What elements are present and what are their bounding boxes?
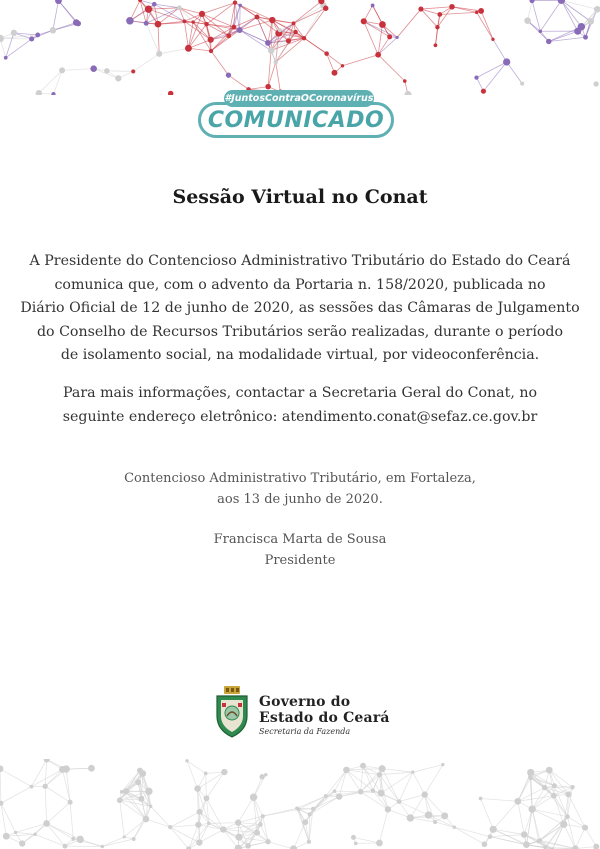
network-node — [341, 64, 344, 67]
place-date-line: Contencioso Administrativo Tributário, em Fortaleza, — [124, 471, 476, 486]
contact-paragraph — [20, 382, 580, 429]
network-node — [265, 40, 271, 46]
paragraph-line: Para mais informações, contactar a Secretaria Geral do Conat, no — [62, 385, 538, 401]
network-link — [107, 71, 133, 72]
network-link — [45, 759, 47, 786]
network-node — [323, 6, 328, 11]
network-node — [11, 30, 17, 36]
network-node — [123, 788, 129, 794]
network-node — [149, 805, 152, 808]
network-node — [324, 794, 328, 798]
network-link — [326, 770, 347, 796]
network-decoration-bottom — [0, 759, 600, 849]
network-node — [177, 5, 182, 10]
network-node — [207, 822, 210, 825]
announcement-paragraph — [20, 250, 580, 368]
network-node — [523, 841, 530, 848]
network-node — [387, 34, 392, 39]
network-link — [146, 23, 159, 54]
network-node — [490, 826, 497, 833]
network-node — [336, 793, 342, 799]
network-node — [385, 806, 391, 812]
network-node — [583, 35, 588, 40]
network-node — [30, 785, 34, 789]
network-node — [379, 765, 386, 772]
network-node — [204, 22, 209, 27]
network-link — [70, 802, 73, 839]
network-link — [53, 70, 62, 94]
network-link — [120, 800, 125, 837]
network-node — [403, 79, 407, 83]
network-node — [437, 12, 442, 17]
network-link — [294, 6, 324, 24]
network-link — [477, 62, 507, 78]
network-node — [478, 8, 484, 14]
network-node — [407, 814, 414, 821]
network-node — [135, 779, 141, 785]
network-node — [14, 831, 17, 834]
network-node — [71, 837, 75, 841]
network-node — [593, 844, 599, 849]
network-link — [585, 828, 596, 847]
network-node — [565, 791, 571, 797]
network-link — [518, 801, 524, 834]
network-node — [433, 820, 437, 824]
network-link — [564, 824, 576, 848]
network-node — [90, 65, 97, 72]
network-node — [520, 82, 524, 86]
network-node — [376, 840, 383, 847]
network-link — [481, 798, 518, 801]
network-node — [264, 773, 267, 776]
network-link — [206, 773, 207, 798]
network-node — [209, 49, 213, 53]
network-link — [240, 5, 241, 30]
network-link — [507, 62, 522, 84]
network-link — [397, 9, 421, 37]
network-node — [295, 807, 299, 811]
network-node — [226, 72, 231, 77]
network-link — [47, 802, 70, 823]
network-link — [124, 819, 146, 837]
network-link — [561, 0, 590, 21]
comunicado-label: COMUNICADO — [198, 102, 394, 138]
network-link — [209, 823, 238, 824]
network-link — [493, 801, 518, 829]
network-link — [39, 70, 62, 93]
network-decoration-top — [0, 0, 600, 95]
paragraph-line: de isolamento social, na modalidade virtual, por videoconferência. — [60, 347, 540, 363]
network-link — [16, 832, 36, 834]
network-node — [226, 33, 231, 38]
network-link — [532, 809, 539, 841]
network-node — [235, 819, 241, 825]
network-node — [62, 844, 67, 849]
network-node — [479, 797, 483, 801]
network-node — [434, 43, 438, 47]
network-node — [220, 826, 226, 832]
network-node — [475, 11, 478, 14]
network-link — [268, 842, 294, 849]
paragraph-line: Diário Oficial de 12 de junho de 2020, as sessões das Câmaras de Julgamento — [20, 300, 580, 316]
network-node — [75, 21, 81, 27]
network-node — [593, 81, 598, 86]
network-link — [353, 837, 379, 843]
network-node — [302, 36, 306, 40]
network-node — [360, 763, 366, 769]
network-node — [542, 785, 547, 790]
network-node — [361, 18, 367, 24]
network-link — [296, 32, 327, 54]
network-node — [582, 825, 588, 831]
network-link — [187, 761, 198, 789]
network-node — [101, 845, 104, 848]
network-node — [354, 842, 358, 846]
network-link — [202, 3, 235, 14]
network-node — [570, 785, 574, 789]
network-node — [537, 839, 541, 843]
paragraph-line: do Conselho de Recursos Tributários serão realizadas, durante o período — [36, 323, 564, 340]
network-link — [524, 809, 532, 834]
state-crest-icon — [213, 686, 251, 738]
network-link — [364, 21, 378, 54]
network-node — [269, 17, 275, 23]
network-node — [422, 791, 428, 797]
network-node — [132, 837, 136, 841]
document-title: Sessão Virtual no Conat — [172, 186, 428, 208]
network-node — [144, 21, 149, 26]
network-node — [0, 765, 3, 772]
network-node — [529, 0, 534, 3]
network-node — [258, 822, 263, 827]
network-node — [238, 4, 242, 8]
network-link — [425, 765, 443, 795]
paragraph-line: comunica que, com o advento da Portaria n. 158/2020, publicada no — [54, 276, 546, 293]
network-node — [546, 767, 553, 774]
network-link — [483, 62, 506, 91]
network-node — [68, 800, 73, 805]
network-link — [66, 769, 70, 802]
network-node — [453, 826, 456, 829]
network-node — [552, 783, 557, 788]
network-link — [379, 809, 388, 843]
network-node — [0, 35, 4, 43]
network-node — [44, 759, 50, 763]
network-node — [183, 19, 187, 23]
network-node — [59, 67, 65, 73]
network-link — [0, 769, 31, 787]
network-node — [43, 820, 50, 827]
network-node — [588, 18, 595, 25]
network-node — [565, 814, 570, 819]
network-link — [170, 827, 199, 842]
network-node — [324, 51, 329, 56]
network-node — [126, 17, 134, 25]
secretaria-name: Secretaria da Fazenda — [259, 727, 351, 736]
network-node — [33, 833, 36, 836]
network-link — [1, 787, 31, 804]
network-node — [51, 92, 55, 95]
network-node — [425, 811, 432, 818]
network-node — [560, 821, 567, 828]
network-node — [474, 75, 478, 79]
network-link — [454, 827, 484, 844]
network-node — [411, 770, 414, 773]
network-node — [397, 799, 402, 804]
network-link — [159, 48, 188, 54]
network-node — [254, 830, 260, 836]
network-link — [378, 55, 405, 81]
network-node — [29, 36, 34, 41]
network-link — [134, 819, 146, 839]
network-node — [199, 11, 205, 17]
network-link — [47, 823, 74, 838]
gov-name-line2: Estado do Ceará — [259, 710, 390, 726]
network-node — [104, 68, 109, 73]
network-node — [145, 6, 152, 13]
network-node — [278, 28, 282, 32]
network-link — [62, 69, 94, 71]
network-node — [195, 822, 201, 828]
network-node — [191, 20, 194, 23]
network-link — [206, 772, 224, 798]
network-node — [131, 69, 135, 73]
network-node — [488, 834, 493, 839]
network-link — [382, 769, 413, 773]
network-node — [255, 15, 260, 20]
network-node — [117, 797, 123, 803]
network-node — [578, 23, 585, 30]
network-node — [168, 825, 172, 829]
network-link — [493, 39, 507, 62]
network-node — [418, 7, 423, 12]
network-node — [88, 765, 95, 772]
network-node — [528, 776, 533, 781]
network-link — [45, 786, 70, 802]
signature-name: Francisca Marta de Sousa — [213, 532, 387, 547]
comunicado-badge — [198, 88, 400, 144]
network-node — [204, 772, 208, 776]
network-node — [50, 27, 57, 34]
network-link — [477, 12, 493, 39]
network-link — [211, 51, 228, 75]
network-node — [115, 75, 121, 81]
network-node — [308, 812, 312, 816]
network-node — [261, 814, 265, 818]
network-node — [155, 21, 162, 28]
network-node — [233, 0, 237, 4]
gov-name-line1: Governo do — [259, 694, 351, 710]
network-node — [19, 840, 25, 846]
network-node — [379, 21, 386, 28]
network-link — [62, 769, 70, 802]
signature — [0, 529, 600, 571]
network-link — [421, 7, 452, 9]
network-link — [493, 829, 524, 834]
network-node — [221, 769, 227, 775]
network-node — [521, 831, 528, 838]
network-node — [539, 30, 543, 34]
network-link — [45, 786, 46, 823]
signature-role: Presidente — [264, 553, 336, 568]
campaign-hashtag: #JuntosContraOCoronavírus — [224, 90, 374, 107]
network-node — [333, 789, 337, 793]
network-node — [268, 47, 274, 53]
network-node — [197, 809, 203, 815]
network-link — [263, 808, 297, 816]
network-node — [546, 39, 551, 44]
network-link — [481, 11, 493, 39]
network-node — [286, 38, 291, 43]
network-node — [371, 4, 375, 8]
network-link — [413, 765, 443, 773]
paragraph-line: A Presidente do Contencioso Administrativo Tributário do Estado do Ceará — [29, 253, 571, 269]
network-node — [371, 788, 375, 792]
network-link — [454, 827, 490, 836]
network-node — [156, 51, 162, 57]
network-link — [53, 1, 59, 31]
network-node — [491, 38, 494, 41]
network-node — [235, 834, 242, 841]
network-node — [481, 89, 486, 94]
network-link — [561, 0, 577, 31]
network-node — [196, 839, 202, 845]
network-link — [47, 823, 81, 839]
network-node — [395, 36, 398, 39]
network-link — [6, 39, 32, 58]
network-node — [435, 25, 439, 29]
network-node — [307, 840, 311, 844]
network-node — [503, 58, 510, 65]
network-node — [265, 839, 270, 844]
network-node — [441, 812, 448, 819]
network-node — [152, 2, 157, 7]
network-link — [334, 770, 346, 791]
network-node — [292, 21, 296, 25]
network-node — [449, 4, 455, 10]
network-node — [0, 801, 3, 806]
place-date — [0, 468, 600, 510]
network-link — [413, 772, 425, 794]
network-node — [168, 91, 174, 95]
network-node — [231, 25, 236, 30]
network-link — [6, 33, 14, 58]
network-node — [572, 845, 578, 849]
network-node — [378, 790, 385, 797]
place-date-line: aos 13 de junho de 2020. — [217, 492, 383, 507]
network-node — [302, 819, 308, 825]
network-node — [524, 17, 531, 24]
network-node — [59, 766, 66, 773]
network-node — [274, 60, 278, 64]
government-logo — [213, 686, 393, 742]
network-node — [293, 30, 297, 34]
network-node — [139, 770, 146, 777]
network-node — [250, 794, 257, 801]
network-node — [375, 52, 381, 58]
network-node — [3, 833, 10, 840]
network-node — [35, 33, 40, 38]
network-node — [185, 759, 188, 762]
network-node — [343, 767, 350, 774]
network-node — [123, 835, 126, 838]
network-node — [138, 796, 144, 802]
network-link — [342, 55, 378, 66]
network-node — [514, 798, 521, 805]
network-node — [441, 763, 444, 766]
network-link — [567, 817, 575, 849]
network-link — [334, 791, 360, 792]
paragraph-line: seguinte endereço eletrônico: atendimento.conat@sefaz.ce.gov.br — [62, 408, 538, 425]
network-node — [43, 784, 48, 789]
network-node — [311, 807, 315, 811]
network-node — [4, 56, 8, 60]
network-node — [245, 843, 251, 849]
network-node — [358, 789, 363, 794]
network-link — [575, 828, 585, 849]
network-link — [189, 825, 199, 849]
network-node — [204, 795, 210, 801]
network-node — [528, 805, 535, 812]
network-link — [440, 12, 477, 14]
network-node — [145, 788, 152, 795]
network-link — [133, 54, 159, 72]
network-link — [493, 829, 526, 844]
network-link — [490, 837, 526, 845]
network-node — [120, 790, 124, 794]
network-node — [143, 816, 150, 823]
network-link — [158, 24, 159, 54]
network-node — [259, 774, 264, 779]
network-link — [481, 798, 494, 829]
network-link — [148, 8, 179, 9]
network-node — [237, 27, 243, 33]
network-node — [208, 37, 214, 43]
network-link — [346, 770, 360, 792]
network-node — [551, 793, 557, 799]
network-node — [290, 845, 297, 849]
network-link — [170, 827, 189, 849]
network-link — [0, 769, 1, 803]
network-node — [482, 841, 488, 847]
network-node — [351, 835, 356, 840]
network-node — [76, 836, 83, 843]
network-node — [377, 772, 382, 777]
network-node — [194, 785, 201, 792]
network-node — [404, 91, 411, 95]
network-link — [540, 0, 561, 31]
network-node — [332, 70, 338, 76]
network-link — [184, 21, 188, 48]
network-node — [185, 45, 192, 52]
